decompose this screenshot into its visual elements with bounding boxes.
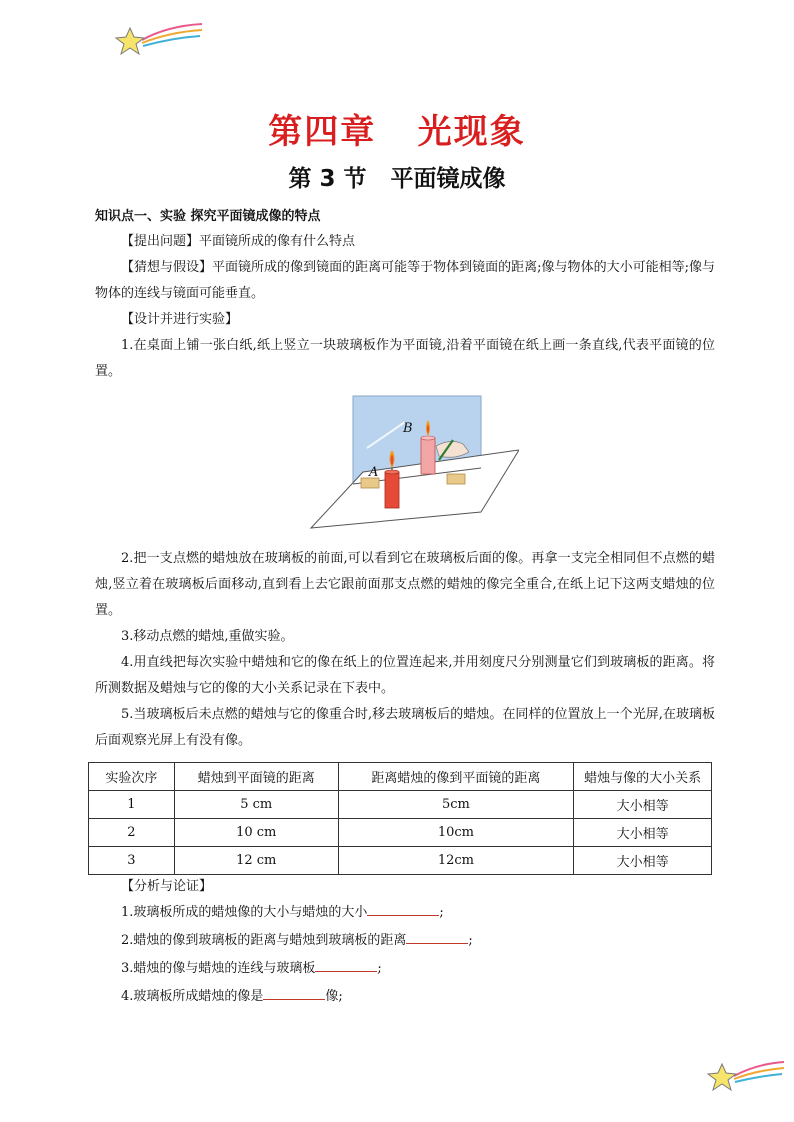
table-cell: 10cm xyxy=(338,819,574,847)
analysis-text: ; xyxy=(377,961,382,976)
table-header: 距离蜡烛的像到平面镜的距离 xyxy=(338,763,574,791)
table-row xyxy=(89,847,712,875)
analysis-text: ; xyxy=(439,905,444,920)
analysis-heading: 【分析与论证】 xyxy=(121,879,213,894)
step-5: 5.当玻璃板后未点燃的蜡烛与它的像重合时,移去玻璃板后的蜡烛。在同样的位置放上一个光屏,在玻璃板后面观察光屏上有没有像。 xyxy=(95,707,715,748)
chapter-title: 第四章 光现象 xyxy=(268,112,526,152)
analysis-text: 像; xyxy=(325,989,343,1004)
table-cell: 12cm xyxy=(338,847,574,875)
answer-blank[interactable] xyxy=(263,985,325,1000)
step-2: 2.把一支点燃的蜡烛放在玻璃板的前面,可以看到它在玻璃板后面的像。再拿一支完全相同但不点燃的蜡烛,竖立着在玻璃板后面移动,直到看上去它跟前面那支点燃的蜡烛的像完全重合,在纸上记下这两支蜡烛的位置。 xyxy=(95,551,715,618)
table-cell: 12 cm xyxy=(174,847,338,875)
label-a: A xyxy=(369,465,379,480)
table-cell: 大小相等 xyxy=(574,847,712,875)
analysis-text: 3.蜡烛的像与蜡烛的连线与玻璃板 xyxy=(121,961,316,976)
raise-question: 【提出问题】平面镜所成的像有什么特点 xyxy=(121,234,356,249)
table-header: 蜡烛到平面镜的距离 xyxy=(174,763,338,791)
shooting-star-icon xyxy=(112,22,204,62)
hypothesis: 【猜想与假设】平面镜所成的像到镜面的距离可能等于物体到镜面的距离;像与物体的大小可能相等;像与物体的连线与镜面可能垂直。 xyxy=(95,260,715,301)
design-heading: 【设计并进行实验】 xyxy=(121,312,239,327)
analysis-item-3 xyxy=(95,956,715,982)
table-cell: 大小相等 xyxy=(574,791,712,819)
analysis-text: 1.玻璃板所成的蜡烛像的大小与蜡烛的大小 xyxy=(121,905,368,920)
table-cell: 大小相等 xyxy=(574,819,712,847)
step-1: 1.在桌面上铺一张白纸,纸上竖立一块玻璃板作为平面镜,沿着平面镜在纸上画一条直线,代表平面镜的位置。 xyxy=(95,338,715,379)
analysis-text: ; xyxy=(468,933,473,948)
analysis-text: 2.蜡烛的像到玻璃板的距离与蜡烛到玻璃板的距离 xyxy=(121,933,407,948)
table-cell: 3 xyxy=(89,847,175,875)
section-title: 第 3 节 平面镜成像 xyxy=(288,166,506,192)
step-4: 4.用直线把每次实验中蜡烛和它的像在纸上的位置连起来,并用刻度尺分别测量它们到玻璃板的距离。将所测数据及蜡烛与它的像的大小关系记录在下表中。 xyxy=(95,655,715,696)
mirror-experiment-figure xyxy=(303,392,519,534)
step-3: 3.移动点燃的蜡烛,重做实验。 xyxy=(121,629,294,644)
table-cell: 5 cm xyxy=(174,791,338,819)
table-row xyxy=(89,819,712,847)
analysis-item-4 xyxy=(95,984,715,1010)
shooting-star-icon xyxy=(706,1058,786,1098)
results-table xyxy=(88,762,712,875)
answer-blank[interactable] xyxy=(315,957,377,972)
table-header-row xyxy=(89,763,712,791)
analysis-item-2 xyxy=(95,928,715,954)
knowledge-point-heading: 知识点一、实验 探究平面镜成像的特点 xyxy=(95,209,321,224)
table-cell: 2 xyxy=(89,819,175,847)
table-cell: 1 xyxy=(89,791,175,819)
label-b: B xyxy=(403,421,413,436)
answer-blank[interactable] xyxy=(406,929,468,944)
table-header: 实验次序 xyxy=(89,763,175,791)
table-cell: 10 cm xyxy=(174,819,338,847)
table-header: 蜡烛与像的大小关系 xyxy=(574,763,712,791)
answer-blank[interactable] xyxy=(367,901,439,916)
analysis-text: 4.玻璃板所成蜡烛的像是 xyxy=(121,989,264,1004)
table-cell: 5cm xyxy=(338,791,574,819)
table-row xyxy=(89,791,712,819)
analysis-item-1 xyxy=(95,900,715,926)
